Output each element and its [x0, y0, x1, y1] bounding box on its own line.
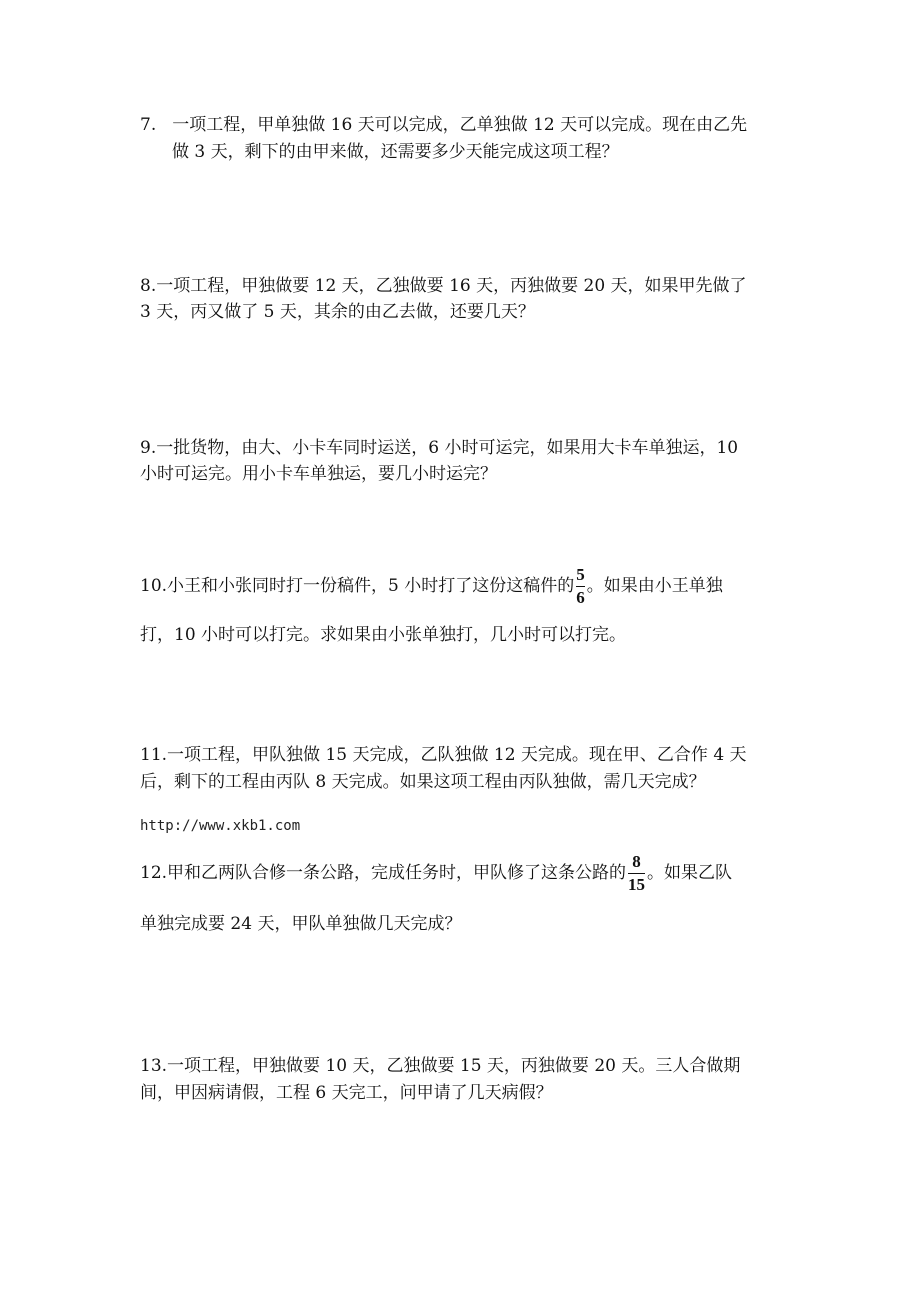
problem-12-line-1 [140, 852, 732, 894]
problem-7-number: 7. [140, 115, 157, 135]
problem-7-line-1 [140, 115, 747, 135]
problem-10-text-before: 小王和小张同时打一份稿件，5 小时打了这份这稿件的 [167, 576, 575, 596]
problem-8-number: 8. [140, 276, 157, 296]
problem-11-number: 11. [140, 745, 168, 765]
problem-13-text-1: 一项工程，甲独做要 10 天，乙独做要 15 天，丙独做要 20 天。三人合做期 [167, 1056, 741, 1076]
problem-12-line-2: 单独完成要 24 天，甲队单独做几天完成？ [140, 914, 462, 934]
fraction-bar [576, 586, 585, 587]
fraction-denominator: 15 [628, 875, 646, 894]
problem-12-text-after: 。如果乙队 [647, 863, 733, 883]
problem-8-line-1 [140, 276, 747, 296]
problem-8-text-1: 一项工程，甲独做要 12 天，乙独做要 16 天，丙独做要 20 天，如果甲先做了 [156, 276, 747, 296]
problem-9-number: 9. [140, 438, 157, 458]
problem-9-text-1: 一批货物，由大、小卡车同时运送，6 小时可运完，如果用大卡车单独运，10 [156, 438, 739, 458]
problem-8-line-2: 3 天，丙又做了 5 天，其余的由乙去做，还要几天？ [140, 302, 535, 322]
fraction-numerator: 8 [632, 852, 641, 871]
problem-12-fraction [628, 853, 645, 894]
source-url: http://www.xkb1.com [140, 818, 301, 834]
problem-11-line-1 [140, 745, 747, 765]
fraction-denominator: 6 [576, 588, 585, 607]
problem-9-line-2: 小时可运完。用小卡车单独运，要几小时运完？ [140, 464, 497, 484]
problem-10-number: 10. [140, 576, 168, 596]
problem-10-line-1 [140, 566, 723, 607]
problem-13-line-2: 间，甲因病请假，工程 6 天完工，问甲请了几天病假？ [140, 1083, 553, 1103]
problem-13-number: 13. [140, 1056, 168, 1076]
problem-7-text-1: 一项工程，甲单独做 16 天可以完成，乙单独做 12 天可以完成。现在由乙先 [172, 115, 748, 135]
problem-12-text-before: 甲和乙两队合修一条公路，完成任务时，甲队修了这条公路的 [167, 863, 627, 883]
problem-7-line-2: 做 3 天，剩下的由甲来做，还需要多少天能完成这项工程？ [172, 142, 619, 162]
problem-12-number: 12. [140, 863, 168, 883]
problem-13-line-1 [140, 1056, 740, 1076]
problem-10-line-2: 打，10 小时可以打完。求如果由小张单独打，几小时可以打完。 [140, 625, 627, 645]
fraction-bar [628, 873, 645, 874]
problem-9-line-1 [140, 438, 738, 458]
problem-11-text-1: 一项工程，甲队独做 15 天完成，乙队独做 12 天完成。现在甲、乙合作 4 天 [167, 745, 747, 765]
problem-10-fraction [576, 566, 585, 607]
fraction-numerator: 5 [576, 565, 585, 584]
problem-11-line-2: 后，剩下的工程由丙队 8 天完成。如果这项工程由丙队独做，需几天完成？ [140, 772, 706, 792]
problem-10-text-after: 。如果由小王单独 [586, 576, 723, 596]
